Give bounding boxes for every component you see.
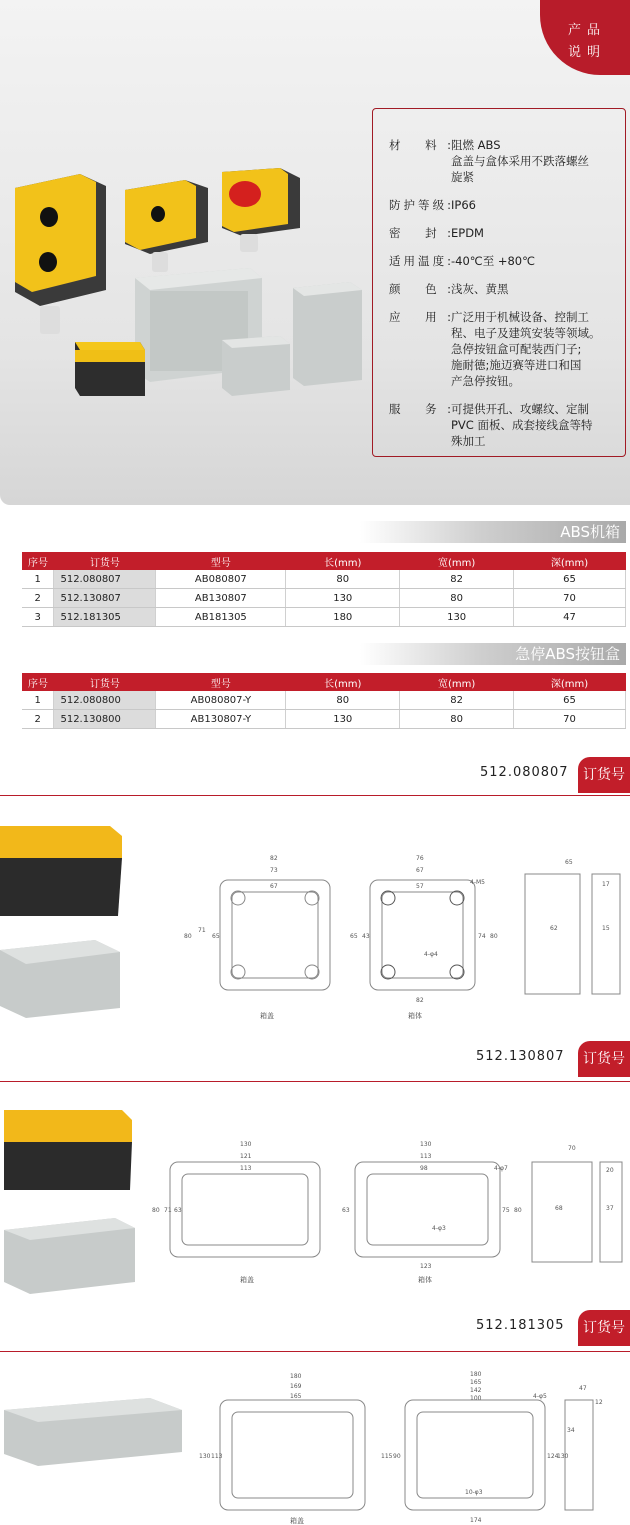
dim-bw2: 165 [470, 1379, 482, 1386]
yellow-two-button-box [15, 174, 106, 334]
table-cell: 130 [286, 589, 400, 608]
table-cell: 512.080800 [54, 691, 156, 710]
dim-screw: 4-M5 [470, 879, 485, 886]
dim-d3: 68 [555, 1205, 563, 1212]
dim-bw2: 67 [416, 867, 424, 874]
spec-value: 广泛用于机械设备、控制工 [451, 310, 589, 324]
tag-line-2: 说明 [567, 45, 606, 60]
dim-bw4: 100 [470, 1395, 482, 1402]
dim-h1: 80 [184, 933, 192, 940]
dim-bw1: 76 [416, 855, 424, 862]
spec-value: 产急停按钮。 [451, 374, 520, 388]
dim-bw2: 113 [420, 1153, 432, 1160]
photo-130807 [0, 1100, 140, 1320]
table-cell: 512.080807 [54, 570, 156, 589]
dim-h3: 65 [212, 933, 220, 940]
label-lid: 箱盖 [240, 1276, 254, 1284]
product-photo-group [0, 150, 370, 410]
label-lid: 箱盖 [260, 1012, 274, 1020]
dim-w3: 113 [240, 1165, 252, 1172]
table-cell: 130 [400, 608, 514, 627]
dim-w1: 82 [270, 855, 278, 862]
table-cell: 512.130800 [54, 710, 156, 729]
divider [0, 1081, 630, 1082]
dim-bw3: 142 [470, 1387, 482, 1394]
dim-bh1: 65 [350, 933, 358, 940]
dim-d2: 20 [606, 1167, 614, 1174]
table-cell: 512.181305 [54, 608, 156, 627]
table-cell: AB130807-Y [156, 710, 286, 729]
divider [0, 1351, 630, 1352]
table-cell: 2 [22, 710, 54, 729]
spec-label: 密 封: [389, 226, 451, 240]
label-body: 箱体 [408, 1012, 422, 1020]
dim-h3: 63 [174, 1207, 182, 1214]
table-cell: 130 [286, 710, 400, 729]
order-header-1 [440, 757, 630, 793]
order-header-3 [440, 1310, 630, 1346]
table-cell: AB080807-Y [156, 691, 286, 710]
dim-w2: 121 [240, 1153, 252, 1160]
spec-value: 旋紧 [451, 170, 474, 184]
dim-w2: 73 [270, 867, 278, 874]
dim-bh3: 80 [514, 1207, 522, 1214]
dim-w1: 180 [290, 1373, 302, 1380]
drawing-130807 [150, 1140, 630, 1290]
dim-bw3: 57 [416, 883, 424, 890]
table-cell: 80 [286, 570, 400, 589]
dim-bh3: 74 [478, 933, 486, 940]
table-cell: AB080807 [156, 570, 286, 589]
table-row [22, 570, 626, 589]
dim-bw5: 174 [470, 1517, 482, 1524]
order-number: 512.130807 [476, 1049, 565, 1064]
column-header: 型号 [156, 673, 286, 691]
table-row [22, 608, 626, 627]
dim-screw: 4-φ5 [533, 1393, 547, 1400]
label-lid: 箱盖 [290, 1517, 304, 1525]
column-header: 长(mm) [286, 552, 400, 570]
dim-bh4: 80 [490, 933, 498, 940]
dim-bh2: 75 [502, 1207, 510, 1214]
dim-bw3: 98 [420, 1165, 428, 1172]
table-row [22, 710, 626, 729]
column-header: 序号 [22, 552, 54, 570]
dim-hole: 4-φ3 [432, 1225, 446, 1232]
table-cell: 2 [22, 589, 54, 608]
dim-bh4: 130 [557, 1453, 569, 1460]
photo-080807 [0, 812, 130, 1042]
dim-hole: 4-φ4 [424, 951, 438, 958]
column-header: 订货号 [54, 552, 156, 570]
spec-value: EPDM [451, 226, 484, 240]
section-title-abs: ABS机箱 [560, 523, 620, 541]
dim-w3: 165 [290, 1393, 302, 1400]
column-header: 深(mm) [514, 552, 626, 570]
column-header: 长(mm) [286, 673, 400, 691]
table-cell: 80 [286, 691, 400, 710]
spec-value: 施耐德;施迈赛等进口和国 [451, 358, 582, 372]
spec-value: PVC 面板、成套接线盒等特 [451, 418, 593, 432]
dim-d2: 12 [595, 1399, 603, 1406]
emergency-stop-box [222, 168, 300, 252]
table-cell: 3 [22, 608, 54, 627]
spec-value: 急停按钮盒可配装西门子; [451, 342, 582, 356]
section-bar-emergency [360, 643, 626, 665]
spec-value: 阻燃 ABS [451, 138, 501, 152]
grey-small-cube [222, 336, 290, 396]
table-cell: AB130807 [156, 589, 286, 608]
dim-d4: 37 [606, 1205, 614, 1212]
spec-label: 适用温度: [389, 254, 451, 268]
order-label-box: 订货号 [578, 757, 630, 793]
dim-bh2: 43 [362, 933, 370, 940]
dim-d3: 62 [550, 925, 558, 932]
spec-label: 防护等级: [389, 198, 451, 212]
spec-value: 程、电子及建筑安装等领域。 [451, 326, 601, 340]
table-abs-boxes [22, 552, 626, 627]
dim-d4: 15 [602, 925, 610, 932]
table-cell: 512.130807 [54, 589, 156, 608]
dim-bw4: 82 [416, 997, 424, 1004]
table-cell: 180 [286, 608, 400, 627]
table-cell: 1 [22, 691, 54, 710]
dim-bw4: 123 [420, 1263, 432, 1270]
spec-value: -40℃至 +80℃ [451, 254, 536, 268]
column-header: 深(mm) [514, 673, 626, 691]
column-header: 宽(mm) [400, 673, 514, 691]
table-cell: 70 [514, 589, 626, 608]
dim-h2: 71 [164, 1207, 172, 1214]
spec-label: 服 务: [389, 402, 451, 416]
dim-bh3: 124 [547, 1453, 559, 1460]
dim-h1: 130 [199, 1453, 211, 1460]
spec-panel [372, 108, 626, 457]
yellow-one-button-box [125, 180, 208, 272]
table-cell: 65 [514, 691, 626, 710]
dim-d1: 65 [565, 859, 573, 866]
order-label-box: 订货号 [578, 1310, 630, 1346]
table-cell: 1 [22, 570, 54, 589]
spec-label: 颜 色: [389, 282, 451, 296]
drawing-080807 [180, 850, 630, 1030]
table-cell: 70 [514, 710, 626, 729]
table-cell: 82 [400, 570, 514, 589]
dim-h2: 71 [198, 927, 206, 934]
black-yellow-small-box [75, 342, 145, 396]
dim-d3: 34 [567, 1427, 575, 1434]
dim-d2: 17 [602, 881, 610, 888]
order-label-box: 订货号 [578, 1041, 630, 1077]
dim-bw1: 180 [470, 1371, 482, 1378]
dim-w2: 169 [290, 1383, 302, 1390]
tag-line-1: 产品 [567, 23, 606, 38]
order-number: 512.181305 [476, 1318, 565, 1333]
grey-tall-box [293, 282, 362, 386]
table-cell: 80 [400, 589, 514, 608]
dim-bh2: 90 [393, 1453, 401, 1460]
spec-label: 材 料: [389, 138, 451, 152]
table-row [22, 589, 626, 608]
table-row [22, 691, 626, 710]
table-cell: 82 [400, 691, 514, 710]
dim-bw1: 130 [420, 1141, 432, 1148]
dim-hole: 10-φ3 [465, 1489, 483, 1496]
spec-value: 盒盖与盒体采用不跌落螺丝 [451, 154, 589, 168]
dim-bh1: 63 [342, 1207, 350, 1214]
dim-bh1: 115 [381, 1453, 393, 1460]
drawing-181305 [195, 1370, 630, 1525]
dim-d1: 70 [568, 1145, 576, 1152]
dim-h1: 80 [152, 1207, 160, 1214]
table-header-row [22, 673, 626, 691]
order-header-2 [440, 1041, 630, 1077]
spec-label: 应 用: [389, 310, 451, 324]
order-number: 512.080807 [480, 765, 569, 780]
column-header: 宽(mm) [400, 552, 514, 570]
table-cell: AB181305 [156, 608, 286, 627]
section-bar-abs [360, 521, 626, 543]
table-emergency-boxes [22, 673, 626, 729]
column-header: 序号 [22, 673, 54, 691]
label-body: 箱体 [418, 1276, 432, 1284]
table-header-row [22, 552, 626, 570]
spec-value: 殊加工 [451, 434, 486, 448]
column-header: 型号 [156, 552, 286, 570]
photo-181305 [0, 1390, 190, 1480]
table-cell: 80 [400, 710, 514, 729]
divider [0, 795, 630, 796]
section-title-emergency: 急停ABS按钮盒 [515, 645, 620, 663]
dim-w3: 67 [270, 883, 278, 890]
column-header: 订货号 [54, 673, 156, 691]
dim-screw: 4-φ7 [494, 1165, 508, 1172]
spec-value: IP66 [451, 198, 476, 212]
table-cell: 65 [514, 570, 626, 589]
dim-w1: 130 [240, 1141, 252, 1148]
dim-h2: 113 [211, 1453, 223, 1460]
dim-d1: 47 [579, 1385, 587, 1392]
table-cell: 47 [514, 608, 626, 627]
spec-value: 可提供开孔、攻螺纹、定制 [451, 402, 589, 416]
spec-value: 浅灰、黄黑 [451, 282, 509, 296]
